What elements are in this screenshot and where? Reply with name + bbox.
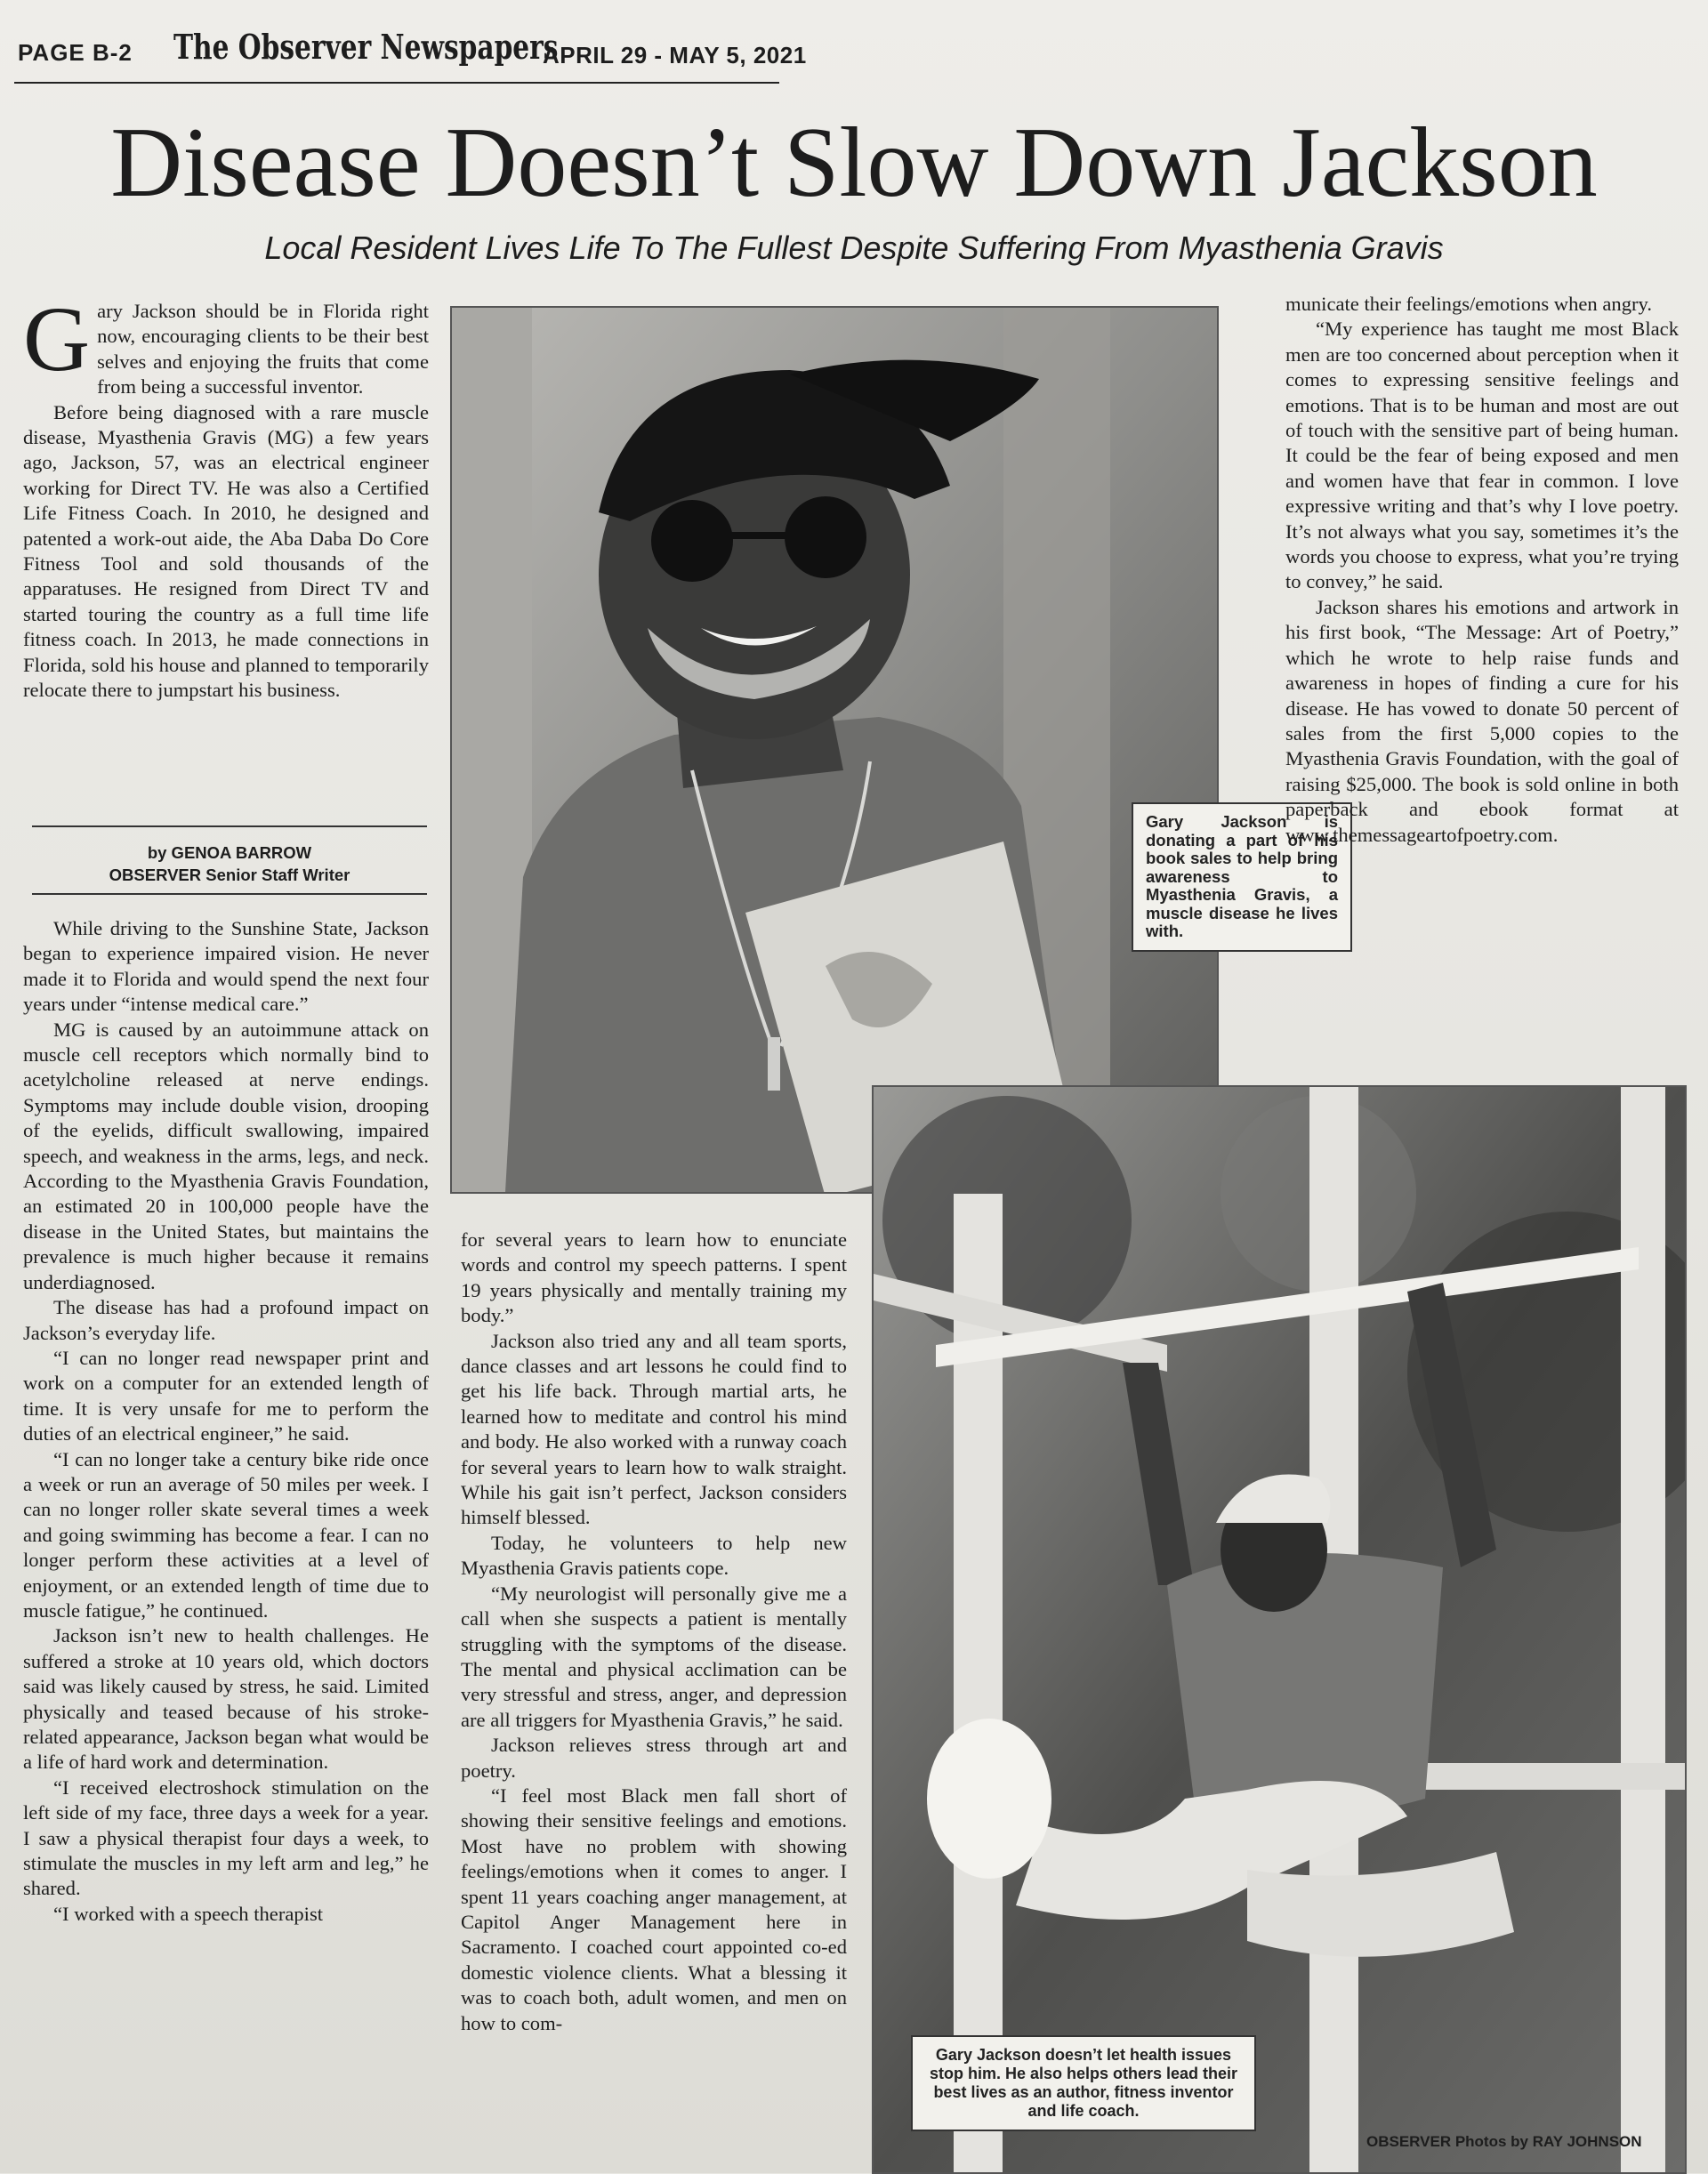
paragraph: “I feel most Black men fall short of showing their sensitive feelings and emotions. Most have no problem with showing feelings/emotions when it comes to anger. I spent 11 years coaching anger management, at Capitol Anger Management here in Sacramento. I coached court appointed co-ed domestic violence clients. What a blessing it was to coach both, adult women, and men on how to com- (461, 1783, 847, 2034)
article-column-1 (23, 916, 429, 1927)
byline-title: OBSERVER Senior Staff Writer (109, 866, 350, 884)
photo-credit: OBSERVER Photos by RAY JOHNSON (1366, 2133, 1642, 2150)
byline-author: by GENOA BARROW (147, 843, 312, 862)
paragraph: “My experience has taught me most Black men are too concerned about perception when it comes to expressing sensitive feelings and emotions. That is to be human and most are out of touch with the sensitive part of being human. It could be the fear of being exposed and men and women have that fear in common. I love expressive writing and that’s why I love poetry. It’s not always what you say, sometimes it’s the words you choose to express, what you’re trying to convey,” he said. (1285, 318, 1679, 593)
article-column-3 (1285, 292, 1679, 848)
paragraph: MG is caused by an autoimmune attack on muscle cell receptors which normally bind to acetylcholine released at nerve endings. Symptoms may include double vision, drooping of the eyelids, difficult swallowing, impaired speech, and weakness in the arms, legs, and neck. According to the Myasthenia Gravis Foundation, an estimated 20 in 100,000 people have the disease in the United States, but maintains the prevalence is much higher because it remains underdiagnosed. (23, 1018, 429, 1293)
pullup-caption: Gary Jackson doesn’t let health issues stop him. He also helps others lead their best lives as an author, fitness inventor and life coach. (911, 2035, 1256, 2131)
paragraph: The disease has had a profound impact on Jackson’s everyday life. (23, 1296, 429, 1344)
newspaper-name: The Observer Newspapers (173, 27, 559, 67)
article-column-1-top (23, 288, 429, 704)
article-column-2 (461, 1228, 847, 2036)
headline: Disease Doesn’t Slow Down Jackson (110, 108, 1598, 218)
paragraph: “My neurologist will personally give me a call when she suspects a patient is mentally struggling with the symptoms of the disease. The mental and physical acclimation can be very stressful and stress, anger, and depression are all triggers for Myasthenia Gravis,” he said. (461, 1582, 847, 1731)
paragraph: municate their feelings/emotions when angry. (1285, 293, 1653, 315)
paragraph: Today, he volunteers to help new Myasthenia Gravis patients cope. (461, 1531, 847, 1580)
paragraph: Before being diagnosed with a rare muscle disease, Myasthenia Gravis (MG) a few years ago, Jackson, 57, was an electrical engineer working for Direct TV. He was also a Certified Life Fitness Coach. In 2010, he designed and patented a work-out aide, the Aba Daba Do Core Fitness Tool and sold thousands of the apparatuses. He resigned from Direct TV and started touring the country as a full time life fitness coach. In 2013, he made connections in Florida, sold his house and planned to temporarily relocate there to jumpstart his business. (23, 400, 429, 702)
paragraph: “I worked with a speech therapist (53, 1902, 324, 1925)
paragraph: Jackson isn’t new to health challenges. He suffered a stroke at 10 years old, which doctors said was likely caused by stress, he said. Limited physically and teased because of his stroke-related appearance, Jackson began what would be a life of hard work and determination. (23, 1624, 429, 1774)
drop-cap: G (23, 288, 91, 391)
subheadline: Local Resident Lives Life To The Fullest Despite Suffering From Myasthenia Gravis (264, 229, 1444, 266)
page-number: PAGE B-2 (18, 39, 133, 66)
paragraph: Jackson also tried any and all team sports, dance classes and art lessons he could find to get his life back. Through martial arts, he learned how to meditate and control his mind and body. He also worked with a runway coach for several years to learn how to walk straight. While his gait isn’t perfect, Jackson considers himself blessed. (461, 1329, 847, 1529)
portrait-caption: Gary Jackson is donating a part of his book sales to help bring awareness to Myasthenia Gravis, a muscle disease he lives with. (1132, 802, 1352, 952)
byline (32, 841, 427, 886)
paragraph: “I can no longer take a century bike ride once a week or run an average of 50 miles per week. I can no longer roller skate several times a week and going swimming has become a fear. I can no longer perform these activities at a level of enjoyment, or an extended length of time due to muscle fatigue,” he continued. (23, 1447, 429, 1622)
header-rule (14, 82, 779, 84)
paragraph: “I can no longer read newspaper print and work on a computer for an extended length of time. It is very unsafe for me to perform the duties of an electrical engineer,” he said. (23, 1346, 429, 1445)
issue-date: APRIL 29 - MAY 5, 2021 (543, 42, 807, 68)
pullup-photo (872, 1085, 1687, 2174)
byline-rule-top (32, 825, 427, 827)
portrait-photo (450, 306, 1219, 1194)
intro-paragraph: Gary Jackson should be in Florida right now, encouraging clients to be their best selves and enjoying the fruits that come from being a successful inventor. (23, 288, 429, 399)
paragraph: Jackson relieves stress through art and poetry. (461, 1734, 847, 1782)
byline-rule-bottom (32, 893, 427, 895)
paragraph: While driving to the Sunshine State, Jackson began to experience impaired vision. He never made it to Florida and would spend the next four years under “intense medical care.” (23, 917, 429, 1016)
paragraph: for several years to learn how to enunciate words and control my speech patterns. I spent 19 years physically and mentally training my body.” (461, 1228, 847, 1327)
paragraph: “I received electroshock stimulation on the left side of my face, three days a week for a year. I saw a physical therapist four days a week, to stimulate the muscles in my left arm and leg,” he shared. (23, 1775, 429, 1900)
paragraph: Jackson shares his emotions and artwork in his first book, “The Message: Art of Poetry,” which he wrote to help raise funds and awareness in hopes of finding a cure for his disease. He has vowed to donate 50 percent of sales from the first 5,000 copies to the Myasthenia Gravis Foundation, with the goal of raising $25,000. The book is sold online in both paperback and ebook format at www.themessageartofpoetry.com. (1285, 595, 1679, 846)
